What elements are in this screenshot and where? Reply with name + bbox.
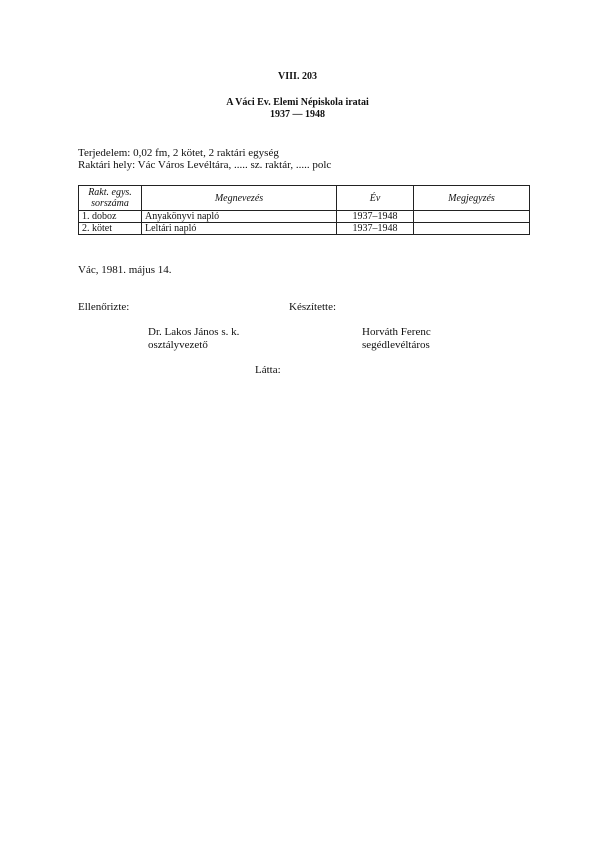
- document-years: 1937 — 1948: [270, 109, 325, 120]
- cell-note: [414, 211, 530, 223]
- document-code: VIII. 203: [278, 71, 317, 82]
- extent-line: Terjedelem: 0,02 fm, 2 kötet, 2 raktári egység: [78, 147, 279, 159]
- cell-name: Leltári napló: [142, 223, 337, 235]
- cell-note: [414, 223, 530, 235]
- column-header-name: Megnevezés: [142, 186, 337, 211]
- seen-by-label: Látta:: [255, 364, 281, 376]
- cell-unit: 1. doboz: [79, 211, 142, 223]
- table-row: [79, 211, 530, 223]
- table-header-row: [79, 186, 530, 211]
- cell-year: 1937–1948: [337, 211, 414, 223]
- cell-name: Anyakönyvi napló: [142, 211, 337, 223]
- document-date: Vác, 1981. május 14.: [78, 264, 172, 276]
- checked-by-label: Ellenőrizte:: [78, 301, 130, 313]
- column-header-year: Év: [337, 186, 414, 211]
- column-header-note: Megjegyzés: [414, 186, 530, 211]
- cell-unit: 2. kötet: [79, 223, 142, 235]
- checker-title: osztályvezető: [148, 339, 208, 351]
- preparer-name: Horváth Ferenc: [362, 326, 431, 338]
- preparer-title: segédlevéltáros: [362, 339, 430, 351]
- document-title: A Váci Ev. Elemi Népiskola iratai: [226, 97, 369, 108]
- column-header-unit: Rakt. egys. sorszáma: [79, 186, 142, 211]
- location-line: Raktári hely: Vác Város Levéltára, ..... sz. raktár, ..... polc: [78, 159, 332, 171]
- prepared-by-label: Készítette:: [289, 301, 337, 313]
- checker-name: Dr. Lakos János s. k.: [148, 326, 240, 338]
- cell-year: 1937–1948: [337, 223, 414, 235]
- inventory-table: [78, 185, 530, 235]
- table-row: [79, 223, 530, 235]
